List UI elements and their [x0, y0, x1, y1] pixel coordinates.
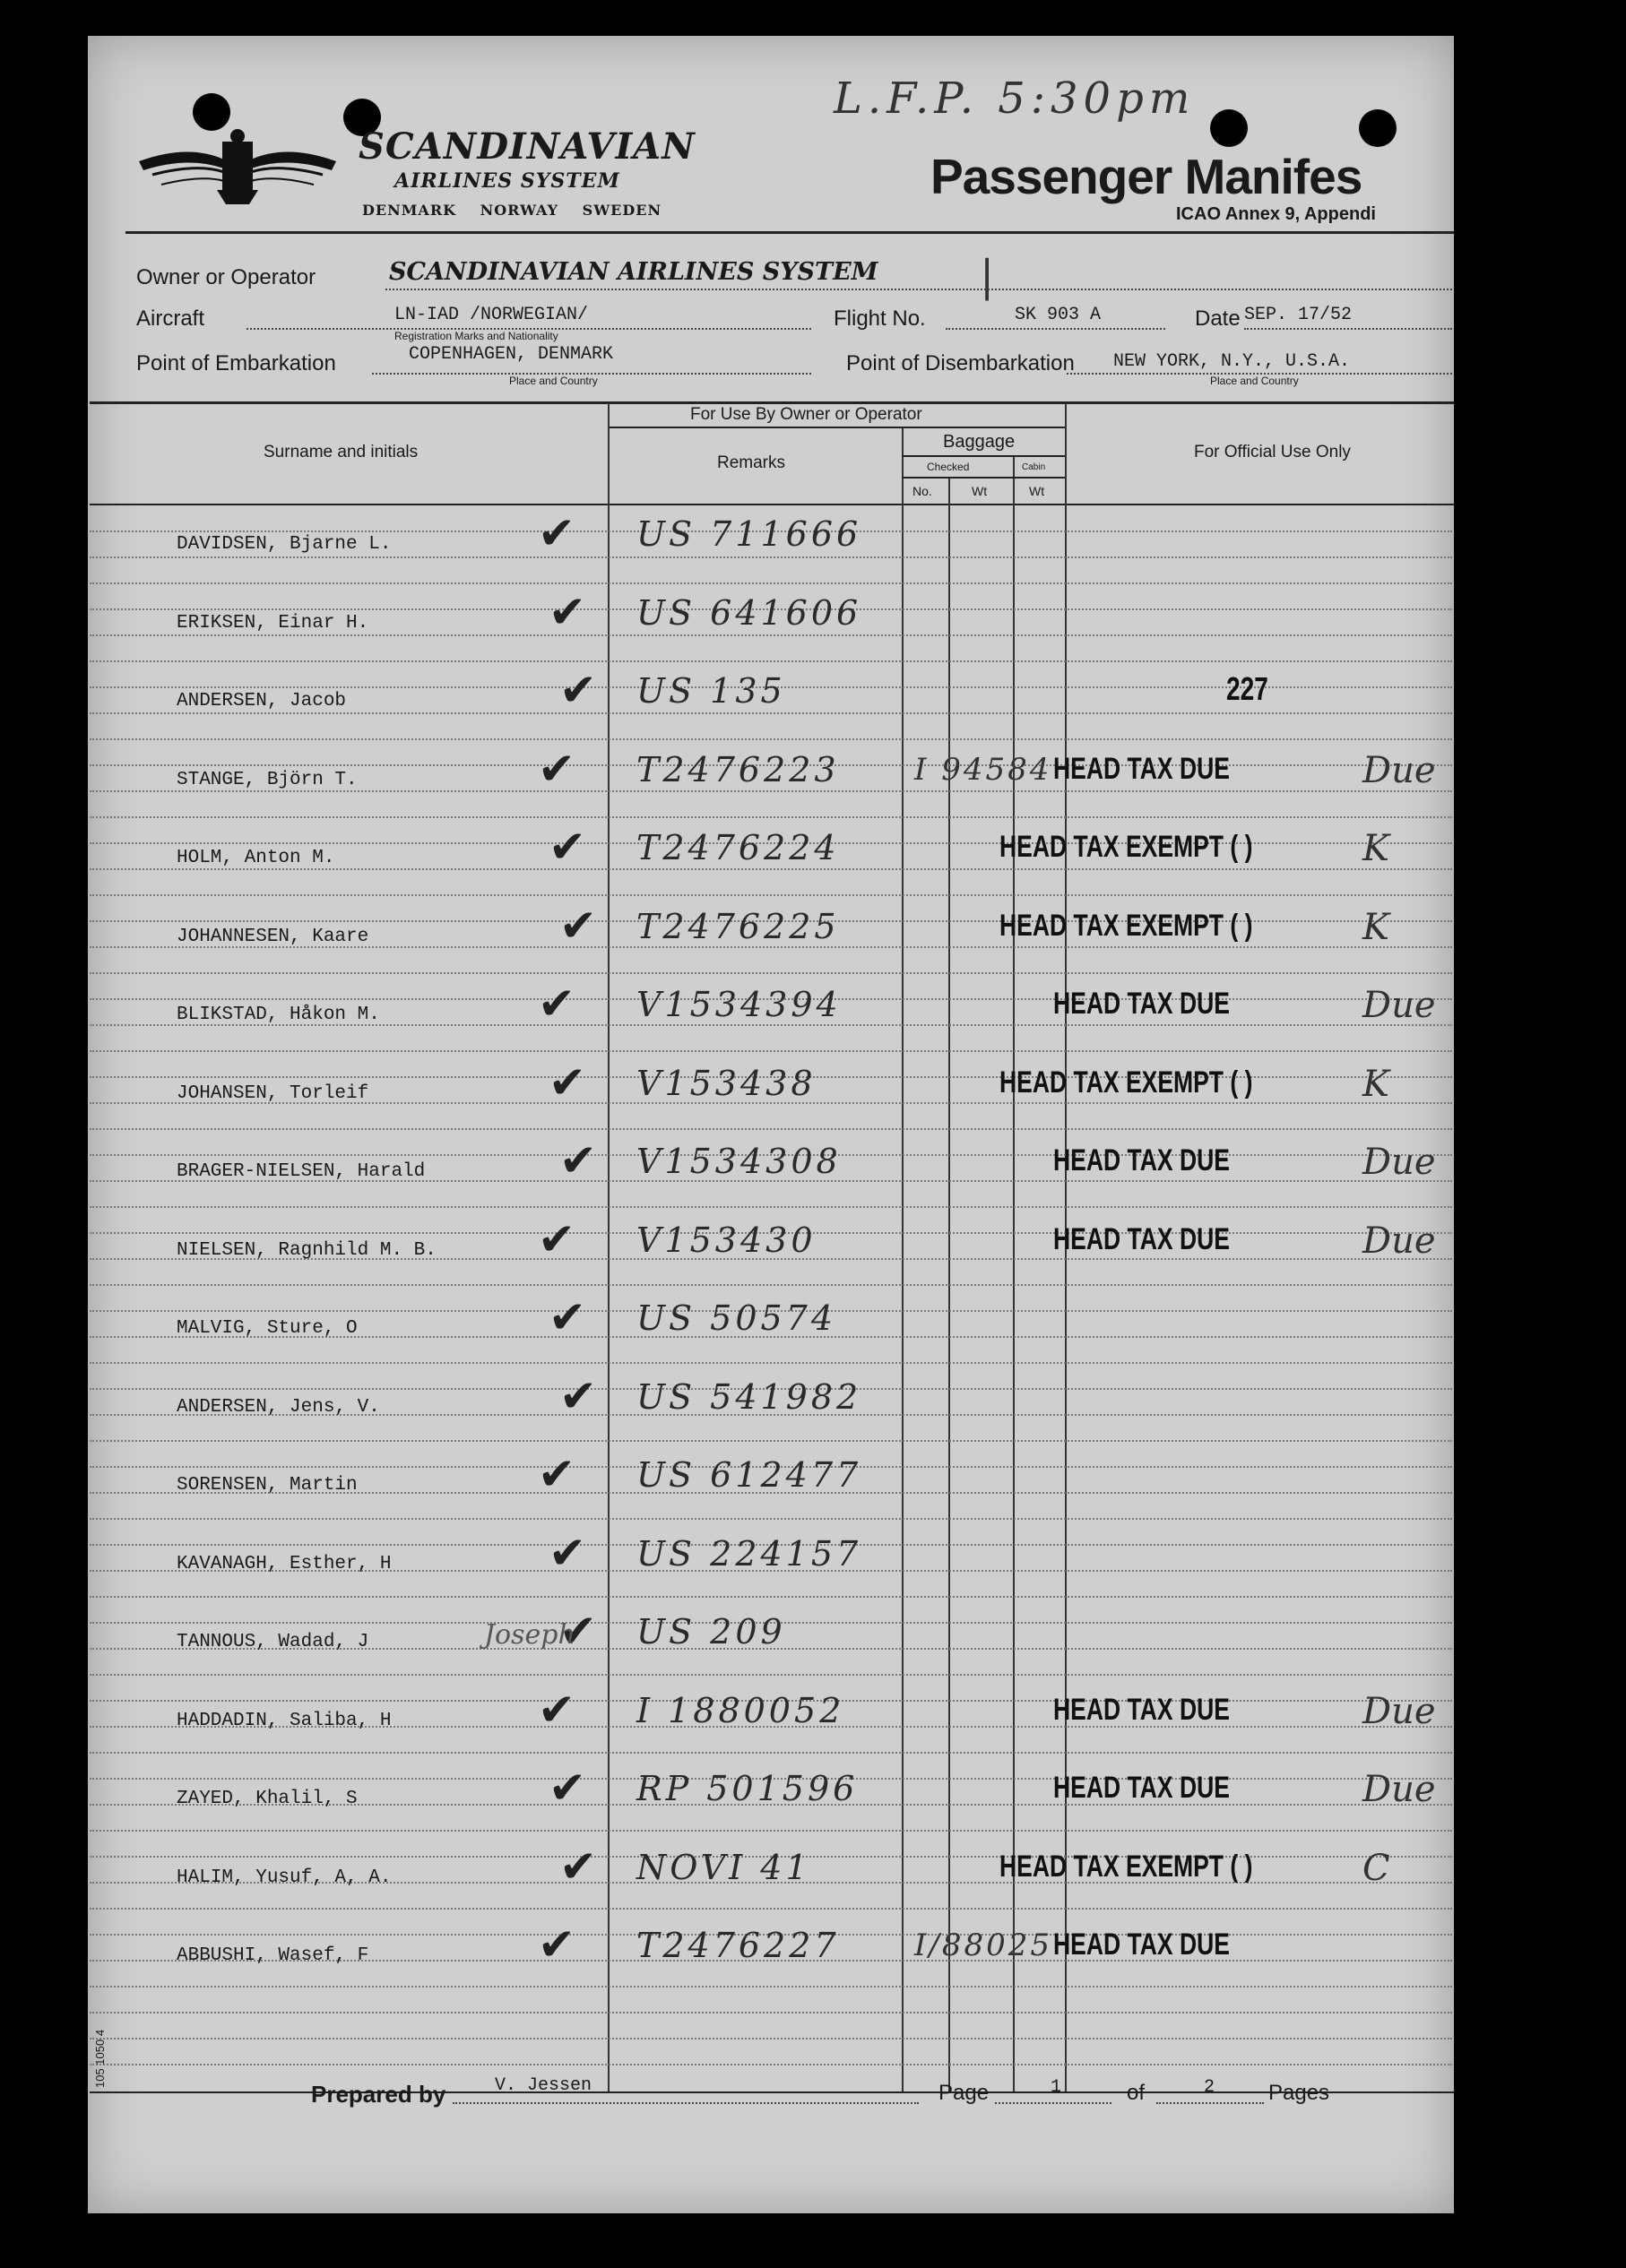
brand-line-3: DENMARK NORWAY SWEDEN [362, 202, 662, 219]
checkmark-icon: ✔ [538, 742, 575, 795]
passenger-remark: US 711666 [636, 514, 862, 554]
ruled-line [90, 1516, 1452, 1520]
ruled-line [90, 815, 1452, 818]
ruled-line [90, 970, 1452, 974]
passenger-remark: T2476223 [636, 749, 840, 789]
official-mark: Due [1362, 1769, 1436, 1810]
col-header-baggage: Baggage [943, 432, 1016, 452]
head-tax-stamp: HEAD TAX DUE [1053, 1771, 1230, 1805]
head-tax-stamp: HEAD TAX DUE [1053, 1927, 1230, 1962]
head-tax-stamp: HEAD TAX EXEMPT ( ) [999, 830, 1253, 864]
passenger-name: MALVIG, Sture, O [177, 1318, 358, 1339]
prepared-by-line [453, 2102, 919, 2104]
head-tax-stamp: HEAD TAX DUE [1053, 1143, 1230, 1177]
passenger-name: BRAGER-NIELSEN, Harald [177, 1161, 426, 1182]
stamp-number: 227 [1226, 670, 1268, 707]
ruled-line [90, 1204, 1452, 1208]
owner-slash: | [980, 251, 995, 301]
col-header-checked: Checked [927, 461, 970, 473]
header-divider [125, 231, 1454, 234]
col-header-cabin: Cabin [1022, 462, 1046, 472]
owner-value: SCANDINAVIAN AIRLINES SYSTEM [389, 258, 878, 286]
official-mark: K [1362, 906, 1389, 948]
page-subtitle: ICAO Annex 9, Appendi [1176, 204, 1376, 224]
form-number: 105 1050 4 [93, 2029, 107, 2088]
checkmark-icon: ✔ [538, 1683, 575, 1736]
passenger-name: HOLM, Anton M. [177, 848, 335, 868]
embarkation-label: Point of Embarkation [136, 351, 336, 375]
col-header-no: No. [912, 484, 932, 498]
passenger-name: NIELSEN, Ragnhild M. B. [177, 1239, 437, 1261]
passenger-name: ERIKSEN, Einar H. [177, 612, 369, 634]
head-tax-stamp: HEAD TAX EXEMPT ( ) [999, 1849, 1253, 1884]
passenger-remark: US 541982 [636, 1376, 862, 1417]
table-bottom-border [90, 2091, 1454, 2093]
ruled-line [90, 2062, 1452, 2065]
passenger-name: BLIKSTAD, Håkon M. [177, 1005, 380, 1025]
ruled-line [90, 1048, 1452, 1052]
ruled-line [90, 2010, 1452, 2014]
head-tax-stamp: HEAD TAX EXEMPT ( ) [999, 908, 1253, 943]
prepared-by-label: Prepared by [311, 2081, 446, 2108]
passenger-name: HALIM, Yusuf, A, A. [177, 1867, 392, 1888]
owner-label: Owner or Operator [136, 265, 316, 289]
passenger-remark: V1534308 [636, 1142, 842, 1181]
head-tax-stamp: HEAD TAX EXEMPT ( ) [999, 1065, 1253, 1100]
disembarkation-value: NEW YORK, N.Y., U.S.A. [1113, 351, 1351, 372]
ruled-line [90, 1282, 1452, 1286]
checkmark-icon: ✔ [559, 664, 597, 716]
page-value: 1 [1051, 2077, 1062, 2098]
checkmark-icon: ✔ [559, 899, 597, 952]
official-mark: K [1362, 828, 1389, 869]
brand-block [359, 125, 696, 219]
checkmark-icon: ✔ [538, 1448, 575, 1500]
brand-line-2: AIRLINES SYSTEM [394, 169, 620, 193]
passenger-name: ZAYED, Khalil, S [177, 1789, 358, 1809]
passenger-name: ANDERSEN, Jens, V. [177, 1396, 380, 1418]
flight-value: SK 903 A [1015, 305, 1102, 325]
brand-line-1: SCANDINAVIAN [359, 125, 696, 168]
passenger-name: ABBUSHI, Wasef, F [177, 1945, 369, 1966]
official-mark: Due [1362, 749, 1436, 791]
baggage-divider [902, 455, 1065, 457]
col-divider-baggage-left [902, 428, 904, 2092]
pages-label: Pages [1268, 2081, 1330, 2105]
ruled-line [90, 1438, 1452, 1442]
checkmark-icon: ✔ [559, 1605, 597, 1657]
ruled-line [90, 1360, 1452, 1364]
page-title: Passenger Manifes [930, 149, 1362, 204]
passenger-name: DAVIDSEN, Bjarne L. [177, 534, 392, 555]
page-line [995, 2102, 1111, 2104]
ruled-line [90, 659, 1452, 662]
col-divider-cabin [1013, 457, 1015, 2092]
ruled-line [90, 633, 1452, 636]
total-pages-line [1156, 2102, 1264, 2104]
col-header-cabin-wt: Wt [1029, 484, 1045, 498]
passenger-name: STANGE, Björn T. [177, 769, 358, 790]
handwritten-note: Joseph [484, 1619, 575, 1651]
date-line [1244, 328, 1452, 330]
viking-ship-logo-icon [134, 125, 341, 215]
head-tax-stamp: HEAD TAX DUE [1053, 751, 1230, 786]
passenger-remark: US 641606 [636, 592, 862, 633]
head-tax-stamp: HEAD TAX DUE [1053, 987, 1230, 1021]
sas-logo [134, 125, 341, 220]
checkmark-icon: ✔ [549, 1526, 586, 1579]
passenger-remark: T2476227 [636, 1926, 840, 1965]
passenger-name: HADDADIN, Saliba, H [177, 1710, 392, 1731]
passenger-remark: NOVI 41 [636, 1847, 811, 1887]
col-divider-remarks-left [608, 403, 610, 2092]
owner-line [385, 289, 1452, 290]
col-header-remarks: Remarks [717, 453, 786, 472]
col-header-surname: Surname and initials [264, 443, 419, 461]
checkmark-icon: ✔ [549, 585, 586, 638]
aircraft-value: LN-IAD /NORWEGIAN/ [394, 305, 589, 325]
official-mark: C [1362, 1847, 1390, 1889]
table-header-bottom [90, 504, 1454, 505]
official-mark: Due [1362, 985, 1436, 1026]
col-header-owner-use: For Use By Owner or Operator [690, 405, 922, 424]
handwritten-header: L.F.P. 5:30pm [834, 73, 1196, 124]
checkmark-icon: ✔ [549, 1056, 586, 1108]
checkmark-icon: ✔ [538, 1919, 575, 1970]
passenger-remark: T2476225 [636, 906, 840, 946]
passenger-extra-number: I 94584 [914, 751, 1052, 788]
table-top-border [90, 401, 1454, 404]
ruled-line [90, 1750, 1452, 1754]
passenger-name: ANDERSEN, Jacob [177, 691, 347, 711]
ruled-line [90, 1828, 1452, 1832]
passenger-name: KAVANAGH, Esther, H [177, 1553, 392, 1574]
passenger-remark: V153430 [636, 1220, 817, 1260]
official-mark: Due [1362, 1690, 1436, 1732]
of-label: of [1127, 2081, 1146, 2105]
official-mark: Due [1362, 1142, 1436, 1183]
owner-use-divider [610, 427, 1065, 428]
date-label: Date [1195, 306, 1241, 331]
official-mark: K [1362, 1063, 1389, 1105]
passenger-extra-number: I/88025 [914, 1927, 1053, 1963]
punch-hole [1210, 109, 1248, 147]
checkmark-icon: ✔ [559, 1840, 597, 1893]
checkmark-icon: ✔ [559, 1134, 597, 1186]
ruled-line [90, 1594, 1452, 1598]
aircraft-label: Aircraft [136, 306, 205, 331]
passenger-remark: RP 501596 [636, 1769, 859, 1808]
ruled-line [90, 1672, 1452, 1676]
punch-hole [1359, 109, 1397, 147]
checkmark-icon: ✔ [538, 507, 575, 559]
total-pages-value: 2 [1204, 2077, 1215, 2098]
date-value: SEP. 17/52 [1244, 305, 1353, 325]
checkmark-icon: ✔ [549, 821, 586, 873]
passenger-remark: I 1880052 [636, 1690, 845, 1730]
passenger-remark: US 135 [636, 671, 786, 711]
passenger-remark: US 209 [636, 1612, 786, 1651]
disembarkation-note: Place and Country [1210, 375, 1299, 387]
head-tax-stamp: HEAD TAX DUE [1053, 1221, 1230, 1256]
passenger-name: TANNOUS, Wadad, J [177, 1632, 369, 1652]
checkmark-icon: ✔ [549, 1762, 586, 1814]
checked-divider [902, 477, 1065, 479]
passenger-remark: T2476224 [636, 828, 840, 867]
ruled-line [90, 555, 1452, 558]
embarkation-note: Place and Country [509, 375, 598, 387]
col-header-wt: Wt [972, 484, 988, 498]
ruled-line [90, 893, 1452, 896]
passenger-remark: US 50574 [636, 1298, 837, 1338]
aircraft-note: Registration Marks and Nationality [394, 330, 558, 342]
official-mark: Due [1362, 1220, 1436, 1262]
checkmark-icon: ✔ [549, 1291, 586, 1343]
disembarkation-label: Point of Disembarkation [846, 351, 1075, 375]
passenger-remark: V1534394 [636, 985, 842, 1024]
ruled-line [90, 2036, 1452, 2039]
checkmark-icon: ✔ [559, 1369, 597, 1422]
page-label: Page [938, 2081, 990, 2105]
passenger-remark: V153438 [636, 1063, 817, 1103]
flight-line [946, 328, 1165, 330]
passenger-name: SORENSEN, Martin [177, 1475, 358, 1496]
passenger-name: JOHANNESEN, Kaare [177, 926, 369, 947]
ruled-line [90, 581, 1452, 584]
ruled-line [90, 1906, 1452, 1910]
flight-label: Flight No. [834, 306, 926, 331]
passenger-remark: US 224157 [636, 1533, 862, 1574]
checkmark-icon: ✔ [538, 1212, 575, 1265]
prepared-by-value: V. Jessen [495, 2075, 592, 2096]
ruled-line [90, 1126, 1452, 1130]
passenger-remark: US 612477 [636, 1455, 862, 1495]
ruled-line [90, 1984, 1452, 1988]
col-header-official: For Official Use Only [1194, 443, 1351, 461]
checkmark-icon: ✔ [538, 978, 575, 1030]
passenger-name: JOHANSEN, Torleif [177, 1082, 369, 1104]
ruled-line [90, 737, 1452, 740]
embarkation-value: COPENHAGEN, DENMARK [409, 344, 614, 365]
head-tax-stamp: HEAD TAX DUE [1053, 1692, 1230, 1727]
